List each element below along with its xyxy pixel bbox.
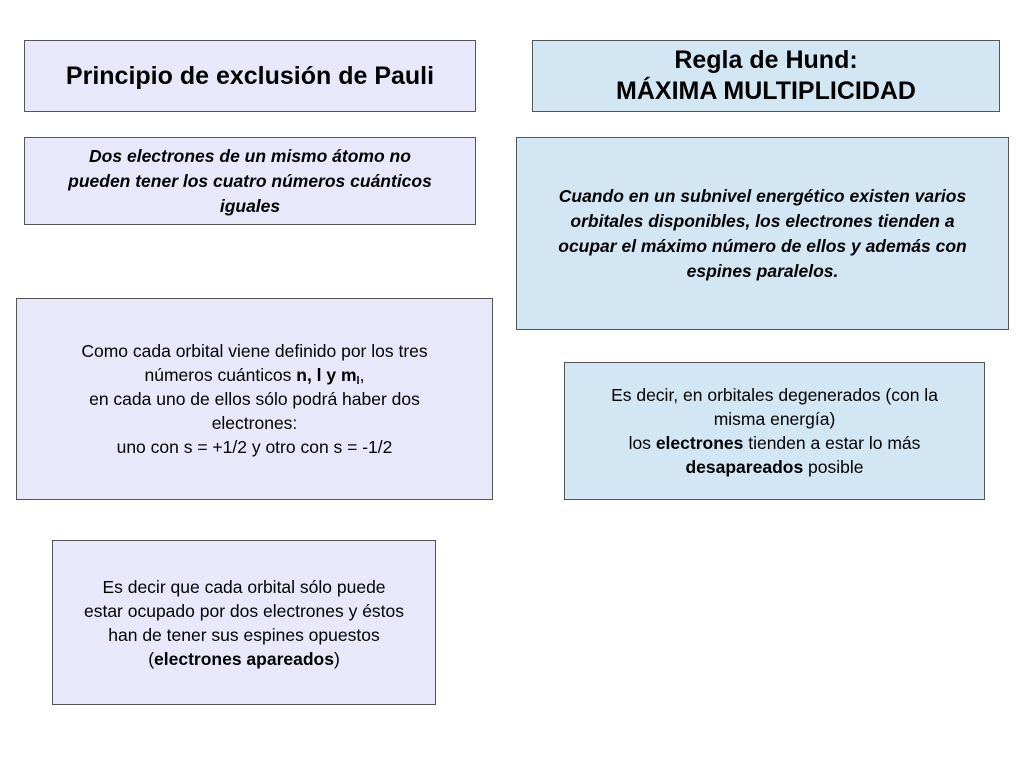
conclusion-line: han de tener sus espines opuestos: [108, 624, 380, 645]
pauli-statement-line: Dos electrones de un mismo átomo no: [89, 145, 411, 166]
hund-subtitle: MÁXIMA MULTIPLICIDAD: [616, 77, 916, 105]
hund-statement-box: [516, 137, 1009, 330]
quantum-number-subscript: l: [356, 375, 360, 387]
orbital-line: uno con s = +1/2 y otro con s = -1/2: [116, 437, 393, 457]
orbital-line: [81, 363, 427, 387]
hund-title: Regla de Hund:: [674, 46, 858, 74]
electrons-term: electrones: [655, 433, 744, 453]
hund-degenerate-box: [564, 362, 985, 500]
orbital-line-prefix: números cuánticos: [144, 365, 297, 385]
paren-open: (: [148, 648, 155, 669]
orbital-line: Como cada orbital viene definido por los tres: [81, 341, 428, 361]
pauli-orbital-box: [16, 298, 493, 500]
pauli-statement-line: pueden tener los cuatro números cuánticos: [68, 170, 432, 191]
degenerate-line: [611, 431, 938, 455]
hund-title-box: [532, 40, 1000, 112]
pauli-statement-box: [24, 137, 476, 225]
paren-close: ): [333, 648, 340, 669]
orbital-line-suffix: ,: [359, 365, 365, 385]
pauli-title-box: [24, 40, 476, 112]
degenerate-line: misma energía): [713, 409, 836, 429]
hund-statement-line: ocupar el máximo número de ellos y además con: [558, 235, 967, 256]
quantum-numbers: n, l y m: [296, 365, 357, 385]
orbital-line: electrones:: [211, 413, 298, 433]
hund-statement-line: orbitales disponibles, los electrones tienden a: [570, 210, 955, 231]
pauli-conclusion-box: [52, 540, 436, 705]
paired-electrons: electrones apareados: [154, 648, 334, 669]
hund-statement-line: espines paralelos.: [686, 260, 839, 281]
orbital-line: en cada uno de ellos sólo podrá haber dos: [89, 389, 420, 409]
pauli-statement-line: iguales: [219, 195, 281, 216]
pauli-title: Principio de exclusión de Pauli: [65, 61, 435, 90]
unpaired-term: desapareados: [685, 457, 804, 477]
degenerate-suffix: tienden a estar lo más: [743, 433, 921, 453]
degenerate-prefix: los: [628, 433, 656, 453]
hund-statement-line: Cuando en un subnivel energético existen varios: [558, 185, 967, 206]
conclusion-line: [84, 647, 404, 671]
conclusion-line: estar ocupado por dos electrones y éstos: [83, 600, 405, 621]
degenerate-line: [611, 455, 938, 479]
degenerate-line: Es decir, en orbitales degenerados (con la: [611, 385, 938, 405]
degenerate-suffix: posible: [803, 457, 864, 477]
conclusion-line: Es decir que cada orbital sólo puede: [102, 576, 386, 597]
